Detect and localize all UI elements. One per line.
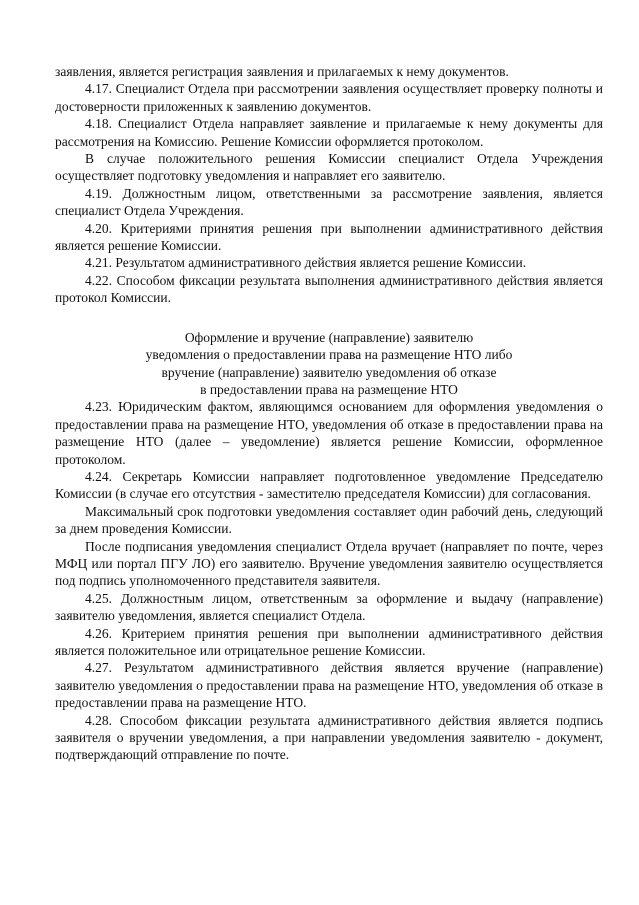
paragraph-4-19: 4.19. Должностным лицом, ответственными за рассмотрение заявления, является специалист Отдела Учреждения. xyxy=(55,185,603,219)
paragraph-max-term: Максимальный срок подготовки уведомления составляет один рабочий день, следующий за днем проведения Комиссии. xyxy=(55,503,603,537)
section-heading-line: вручение (направление) заявителю уведомления об отказе xyxy=(161,364,497,380)
paragraph-4-25: 4.25. Должностным лицом, ответственным за оформление и выдачу (направление) заявителю уведомления, является специалист Отдела. xyxy=(55,590,603,624)
paragraph-4-18: 4.18. Специалист Отдела направляет заявление и прилагаемые к нему документы для рассмотрения на Комиссию. Решение Комиссии оформляется протоколом. xyxy=(55,116,603,149)
paragraph-continuation: заявления, является регистрация заявления и прилагаемых к нему документов. xyxy=(55,64,509,79)
section-heading-line: уведомления о предоставлении права на размещение НТО либо xyxy=(145,347,513,363)
section-heading xyxy=(55,329,603,399)
paragraph-4-23: 4.23. Юридическим фактом, являющимся основанием для оформления уведомления о предоставлении права на размещение НТО, уведомления об отказе в предоставлении права на размещение НТО (далее – уведомление) является решение Комиссии, оформленное протоколом. xyxy=(55,399,603,467)
paragraph-4-24: 4.24. Секретарь Комиссии направляет подготовленное уведомление Председателю Комиссии (в случае его отсутствия - заместителю председателя Комиссии) для согласования. xyxy=(55,468,603,502)
paragraph-4-26: 4.26. Критерием принятия решения при выполнении административного действия является положительное или отрицательное решение Комиссии. xyxy=(55,625,603,658)
section-heading-line: в предоставлении права на размещение НТО xyxy=(200,381,458,397)
paragraph-after-signing: После подписания уведомления специалист Отдела вручает (направляет по почте, через МФЦ или портал ПГУ ЛО) его заявителю. Вручение уведомления заявителю осуществляется под подпись уполномоченного представителя заявителя. xyxy=(55,538,603,589)
paragraph-4-17: 4.17. Специалист Отдела при рассмотрении заявления осуществляет проверку полноты и достоверности приложенных к заявлению документов. xyxy=(55,81,603,114)
paragraph-4-22: 4.22. Способом фиксации результата выполнения административного действия является протокол Комиссии. xyxy=(55,272,603,306)
paragraph-positive-decision: В случае положительного решения Комиссии специалист Отдела Учреждения осуществляет подготовку уведомления и направляет его заявителю. xyxy=(55,151,603,184)
paragraph-4-28: 4.28. Способом фиксации результата административного действия является подпись заявителя о вручении уведомления, а при направлении уведомления заявителю - документ, подтверждающий отправление по почте. xyxy=(55,712,603,763)
document-page xyxy=(55,63,603,764)
paragraph-4-20: 4.20. Критериями принятия решения при выполнении административного действия является решение Комиссии. xyxy=(55,220,603,254)
section-heading-line: Оформление и вручение (направление) заявителю xyxy=(184,329,474,345)
paragraph-4-27: 4.27. Результатом административного действия является вручение (направление) заявителю уведомления о предоставлении права на размещение НТО, уведомления об отказе в предоставлении права на размещение НТО. xyxy=(55,660,603,711)
paragraph-4-21: 4.21. Результатом административного действия является решение Комиссии. xyxy=(85,255,527,271)
